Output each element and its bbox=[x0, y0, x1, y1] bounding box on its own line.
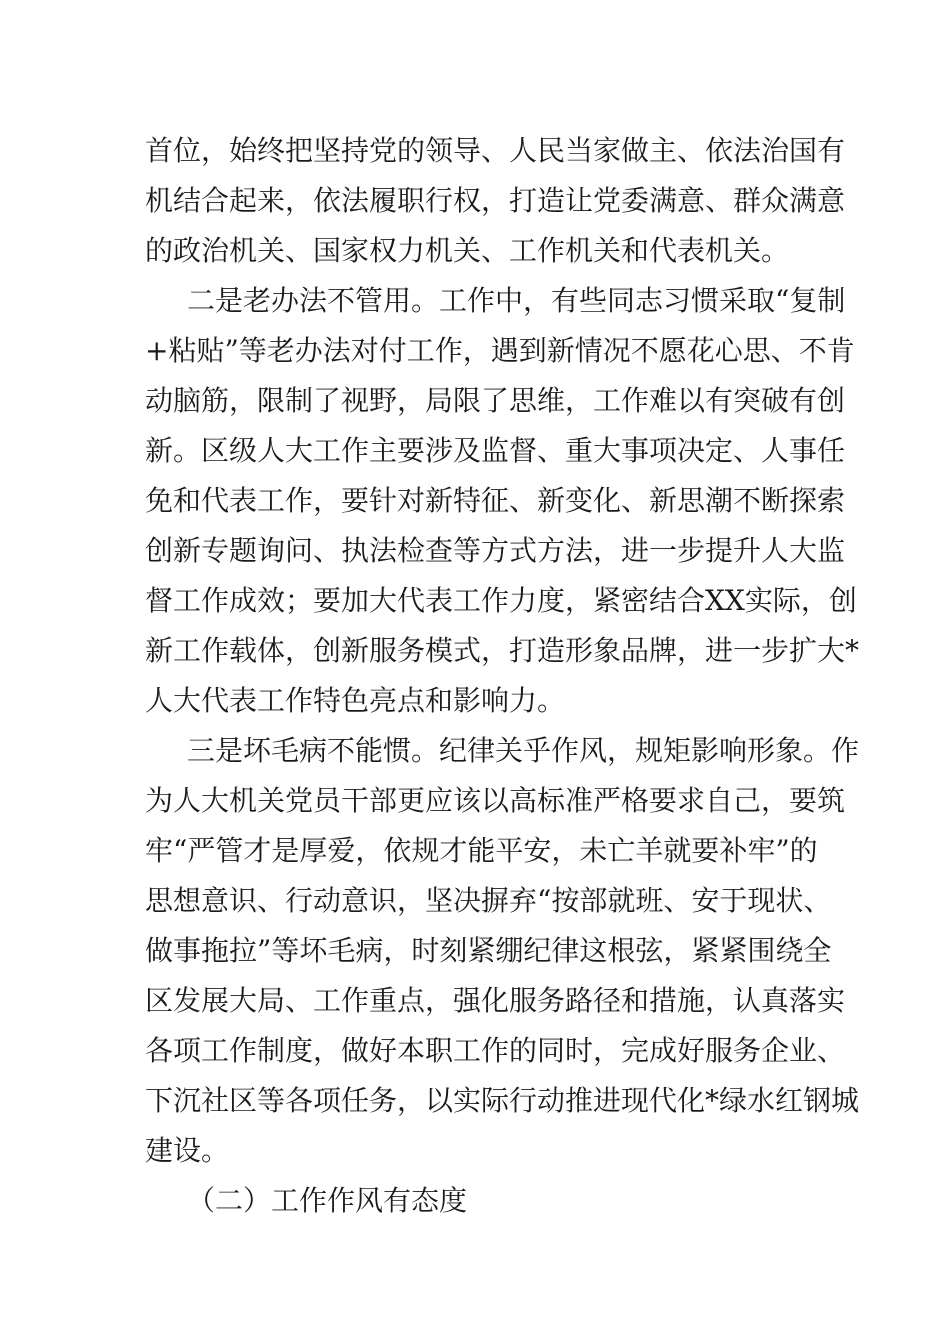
text-line: 动脑筋，限制了视野，局限了思维，工作难以有突破有创 bbox=[145, 384, 846, 417]
text-line: 各项工作制度，做好本职工作的同时，完成好服务企业、 bbox=[145, 1034, 846, 1067]
text-line: 创新专题询问、执法检查等方式方法，进一步提升人大监 bbox=[145, 534, 846, 567]
text-line: 督工作成效；要加大代表工作力度，紧密结合XX实际，创 bbox=[145, 584, 857, 617]
text-line: 思想意识、行动意识，坚决摒弃“按部就班、安于现状、 bbox=[145, 884, 832, 917]
text-line: 人大代表工作特色亮点和影响力。 bbox=[145, 684, 566, 717]
text-line: 新工作载体，创新服务模式，打造形象品牌，进一步扩大* bbox=[145, 634, 860, 667]
section-heading: （二）工作作风有态度 bbox=[187, 1184, 468, 1217]
text-line: 建设。 bbox=[145, 1134, 230, 1167]
text-line: 新。区级人大工作主要涉及监督、重大事项决定、人事任 bbox=[145, 434, 846, 467]
text-line: 做事拖拉”等坏毛病，时刻紧绷纪律这根弦，紧紧围绕全 bbox=[145, 934, 832, 967]
text-line: +粘贴”等老办法对付工作，遇到新情况不愿花心思、不肯 bbox=[145, 334, 855, 367]
text-line: 为人大机关党员干部更应该以高标准严格要求自己，要筑 bbox=[145, 784, 846, 817]
text-line: 牢“严管才是厚爱，依规才能平安，未亡羊就要补牢”的 bbox=[145, 834, 818, 867]
paragraph-start-line: 三是坏毛病不能惯。纪律关乎作风，规矩影响形象。作 bbox=[187, 734, 860, 767]
paragraph-start-line: 二是老办法不管用。工作中，有些同志习惯采取“复制 bbox=[187, 284, 846, 317]
text-line: 的政治机关、国家权力机关、工作机关和代表机关。 bbox=[145, 234, 790, 267]
text-line: 区发展大局、工作重点，强化服务路径和措施，认真落实 bbox=[145, 984, 846, 1017]
text-line: 免和代表工作，要针对新特征、新变化、新思潮不断探索 bbox=[145, 484, 846, 517]
text-line: 下沉社区等各项任务，以实际行动推进现代化*绿水红钢城 bbox=[145, 1084, 860, 1117]
text-line: 首位，始终把坚持党的领导、人民当家做主、依法治国有 bbox=[145, 134, 846, 167]
text-line: 机结合起来，依法履职行权，打造让党委满意、群众满意 bbox=[145, 184, 846, 217]
